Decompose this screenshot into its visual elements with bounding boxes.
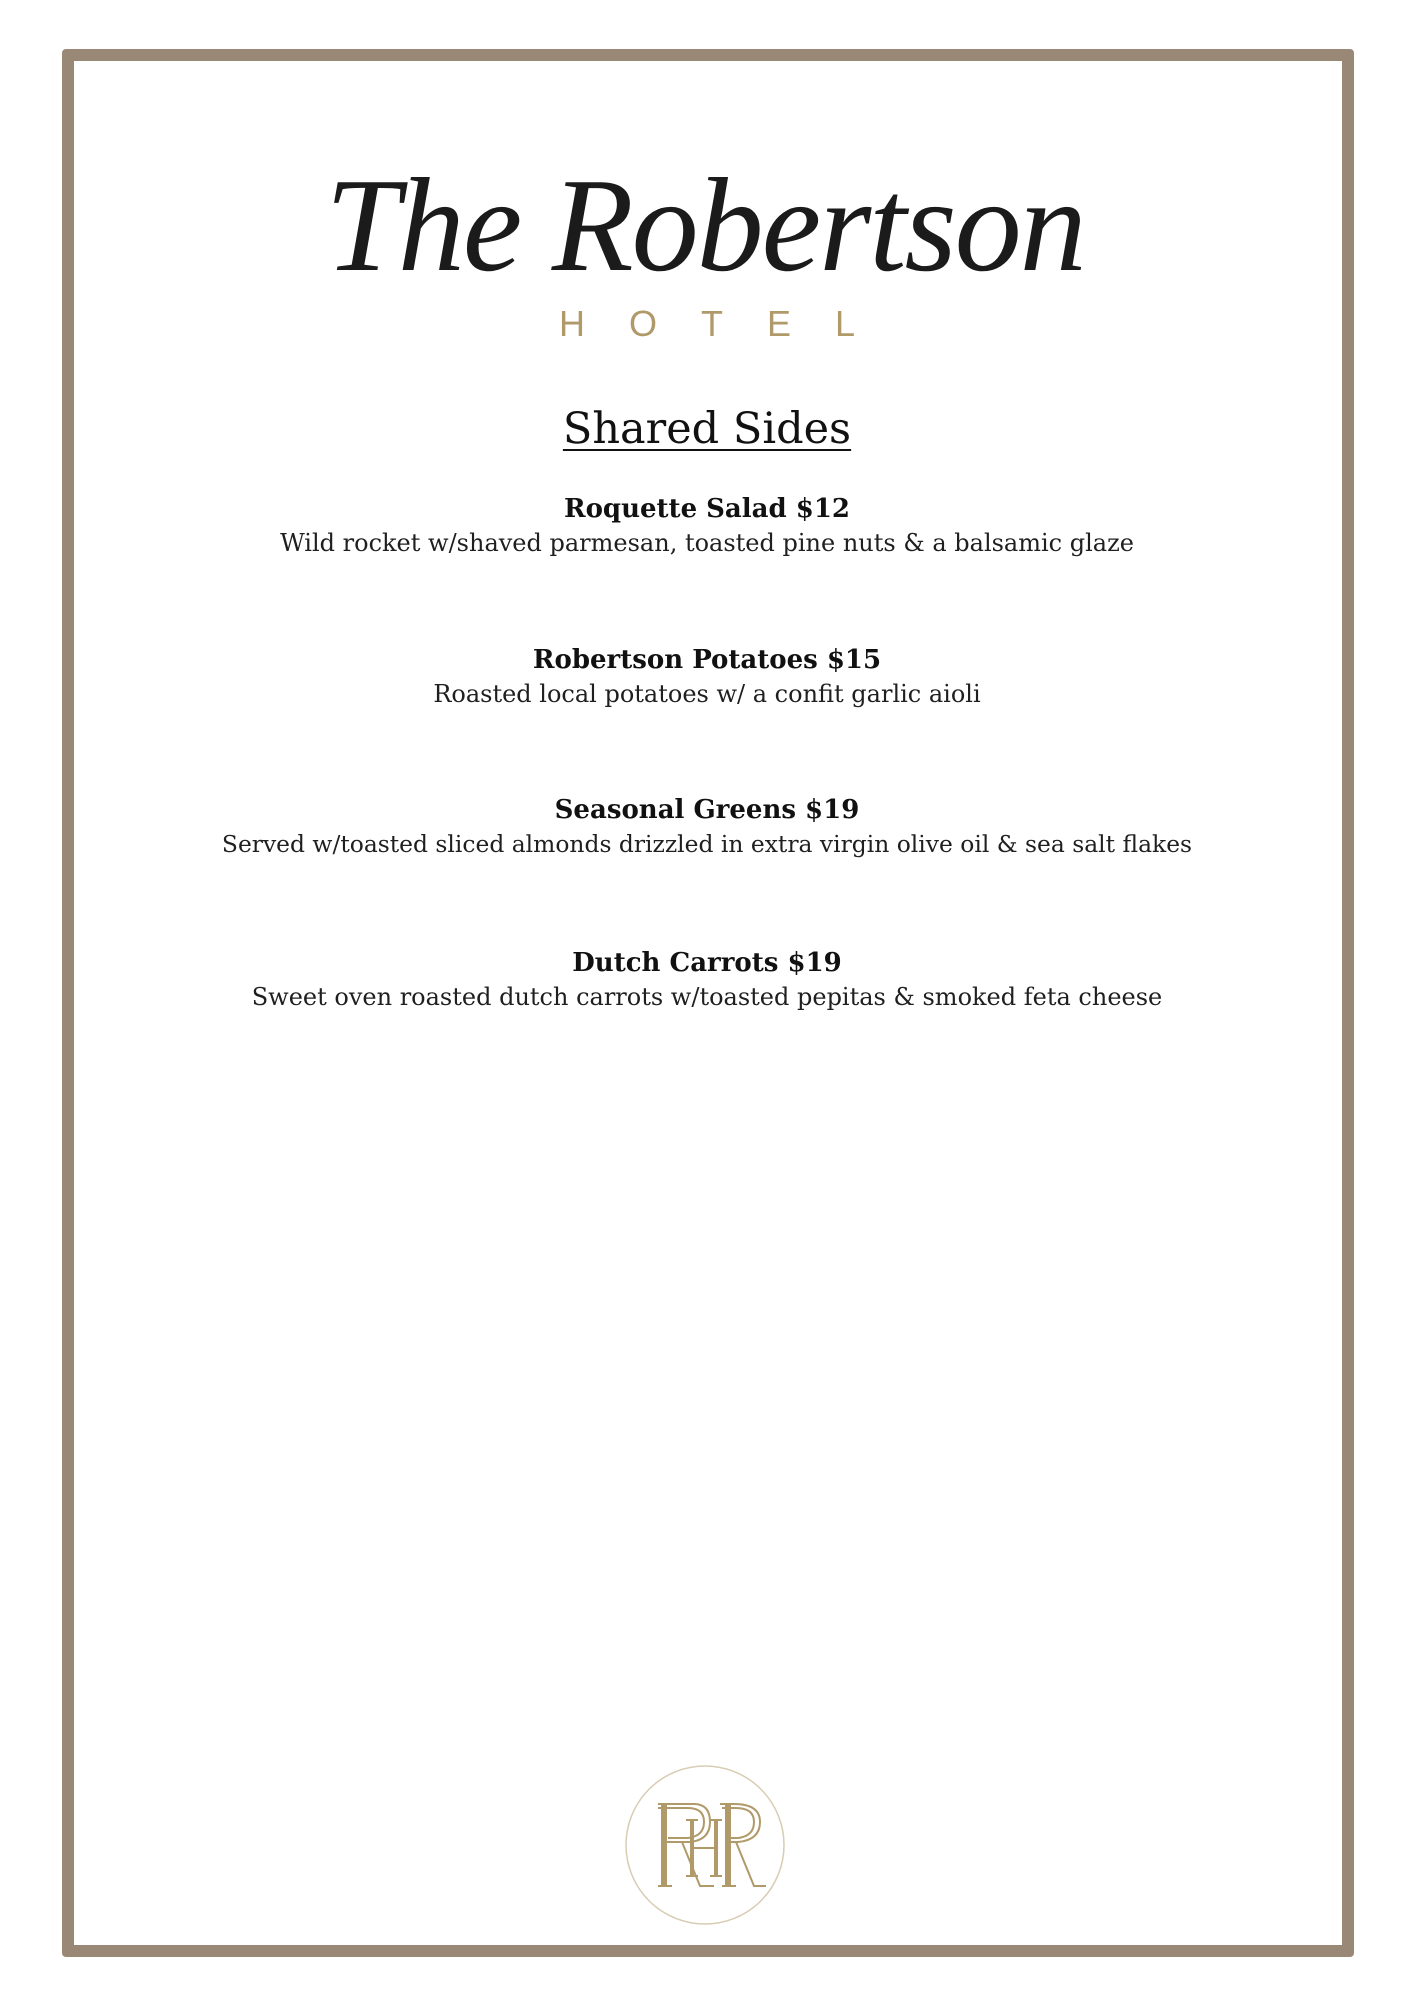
menu-item-description: Roasted local potatoes w/ a confit garlic aioli [433, 680, 981, 708]
menu-item [100, 643, 1314, 711]
menu-item-name: Dutch Carrots $19 [572, 948, 842, 978]
menu-item-description: Served w/toasted sliced almonds drizzled in extra virgin olive oil & sea salt flakes [221, 830, 1193, 858]
menu-item [100, 793, 1314, 861]
menu-item-description: Sweet oven roasted dutch carrots w/toasted pepitas & smoked feta cheese [251, 983, 1163, 1011]
menu-item-description: Wild rocket w/shaved parmesan, toasted pine nuts & a balsamic glaze [280, 529, 1134, 557]
hotel-logo [0, 150, 1414, 344]
logo-wordmark: The Robertson [325, 151, 1085, 299]
logo-subtitle: HOTEL [558, 303, 900, 344]
monogram-logo [624, 1764, 786, 1926]
menu-item [100, 946, 1314, 1014]
menu-item-name: Roquette Salad $12 [563, 494, 851, 524]
menu-item-name: Robertson Potatoes $15 [532, 645, 882, 675]
menu-item [100, 492, 1314, 560]
section-title: Shared Sides [562, 404, 852, 454]
menu-item-name: Seasonal Greens $19 [554, 795, 860, 825]
